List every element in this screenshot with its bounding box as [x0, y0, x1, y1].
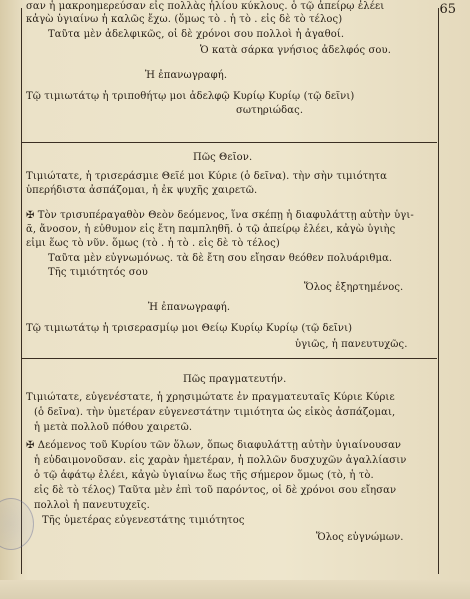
text-line: ὑπερήδιστα ἀσπάζομαι, ἡ ἐκ ψυχῆς χαιρετῶ.: [26, 185, 258, 196]
page-bottom-edge: [0, 580, 470, 599]
text-line: Ὅλος ἐξηρτημένος.: [304, 282, 404, 293]
text-line: ὑγιῶς, ἡ πανευτυχῶς.: [295, 339, 408, 350]
text-line: Ὅλος εὐγνώμων.: [316, 532, 404, 543]
page-number: 65: [439, 2, 456, 17]
section-rule: [21, 358, 437, 359]
text-line: Ταῦτα μὲν εὐγνωμόνως. τὰ δὲ ἔτη σου εἴησαν θεόθεν πολυάριθμα.: [48, 253, 393, 264]
text-line: (ὁ δεῖνα). τὴν ὑμετέραν εὐγενεστάτην τιμιότητα ὡς εἰκὸς ἀσπάζομαι,: [34, 407, 396, 418]
text-line: εἰς δὲ τὸ τέλος) Ταῦτα μὲν ἐπὶ τοῦ παρόντος, οἱ δὲ χρόνοι σου εἴησαν: [34, 485, 397, 496]
text-line: Τιμιώτατε, ἡ τρισεράσμιε Θεῖέ μοι Κύριε (ὁ δεῖνα). τὴν σὴν τιμιότητα: [26, 171, 387, 182]
text-line: Τῆς τιμιότητός σου: [48, 267, 148, 278]
heading: Πῶς πραγματευτήν.: [183, 374, 287, 385]
text-line: ✠ Τὸν τρισυπέραγαθὸν Θεὸν δεόμενος, ἵνα σκέπῃ ἡ διαφυλάττῃ αὐτὴν ὑγι-: [26, 210, 414, 221]
text-line: ✠ Δεόμενος τοῦ Κυρίου τῶν ὅλων, ὅπως διαφυλάττῃ αὐτὴν ὑγιαίνουσαν: [26, 440, 402, 451]
text-line: Τῆς ὑμετέρας εὐγενεστάτης τιμιότητος: [42, 515, 245, 526]
text-line: πολλοὶ ἡ πανευτυχεῖς.: [34, 500, 150, 511]
text-line: Τιμιώτατε, εὐγενέστατε, ἡ χρησιμώτατε ἐν πραγματευταῖς Κύριε Κύριε: [26, 392, 395, 403]
text-line: σαν ἡ μακροημερεύσαν εἰς πολλὰς ἡλίου κύκλους. ὁ τῷ ἀπείρῳ ἐλέει: [26, 1, 385, 12]
text-line: Ταῦτα μὲν ἀδελφικῶς, οἱ δὲ χρόνοι σου πολλοὶ ἡ ἀγαθοί.: [48, 29, 345, 40]
text-line: Τῷ τιμιωτάτῳ ἡ τρισερασμίῳ μοι Θείῳ Κυρίῳ Κυρίῳ (τῷ δεῖνι): [26, 323, 353, 334]
text-line: σωτηριώδας.: [236, 105, 304, 116]
text-line: ὁ τῷ ἀφάτῳ ἐλέει, κἀγὼ ὑγιαίνω ἕως τῆς σήμερον ὅμως (τὸ, ἡ τὸ.: [34, 470, 374, 481]
text-line: ᾶ, ἄνοσον, ἡ εὐθυμον εἰς ἔτη παμπληθῆ. ὁ τῷ ἀπείρῳ ἐλέει, κἀγὼ ὑγιὴς: [26, 224, 396, 235]
text-line: εἰμι ἕως τὸ νῦν. ὅμως (τὸ . ἡ τὸ . εἰς δὲ τὸ τέλος): [26, 238, 280, 249]
heading: Ἡ ἐπανωγραφή.: [148, 302, 231, 313]
heading: Πῶς Θεῖον.: [193, 152, 253, 163]
text-line: ἡ εὐδαιμονοῦσαν. εἰς χαρὰν ἡμετέραν, ἡ πολλῶν δυσχυχῶν ἀγαλλίασιν: [34, 455, 407, 466]
text-line: Ὁ κατὰ σάρκα γνήσιος ἀδελφός σου.: [200, 45, 391, 56]
text-line: ἡ μετὰ πολλοῦ πόθου χαιρετῶ.: [34, 422, 193, 433]
heading: Ἡ ἐπανωγραφή.: [145, 70, 228, 81]
text-line: κἀγὼ ὑγιαίνω ἡ καλῶς ἔχω. (ὅμως τὸ . ἡ τὸ . εἰς δὲ τὸ τέλος): [26, 14, 343, 25]
text-line: Τῷ τιμιωτάτῳ ἡ τριποθήτῳ μοι ἀδελφῷ Κυρίῳ Κυρίῳ (τῷ δεῖνι): [26, 91, 355, 102]
section-rule: [21, 142, 437, 143]
